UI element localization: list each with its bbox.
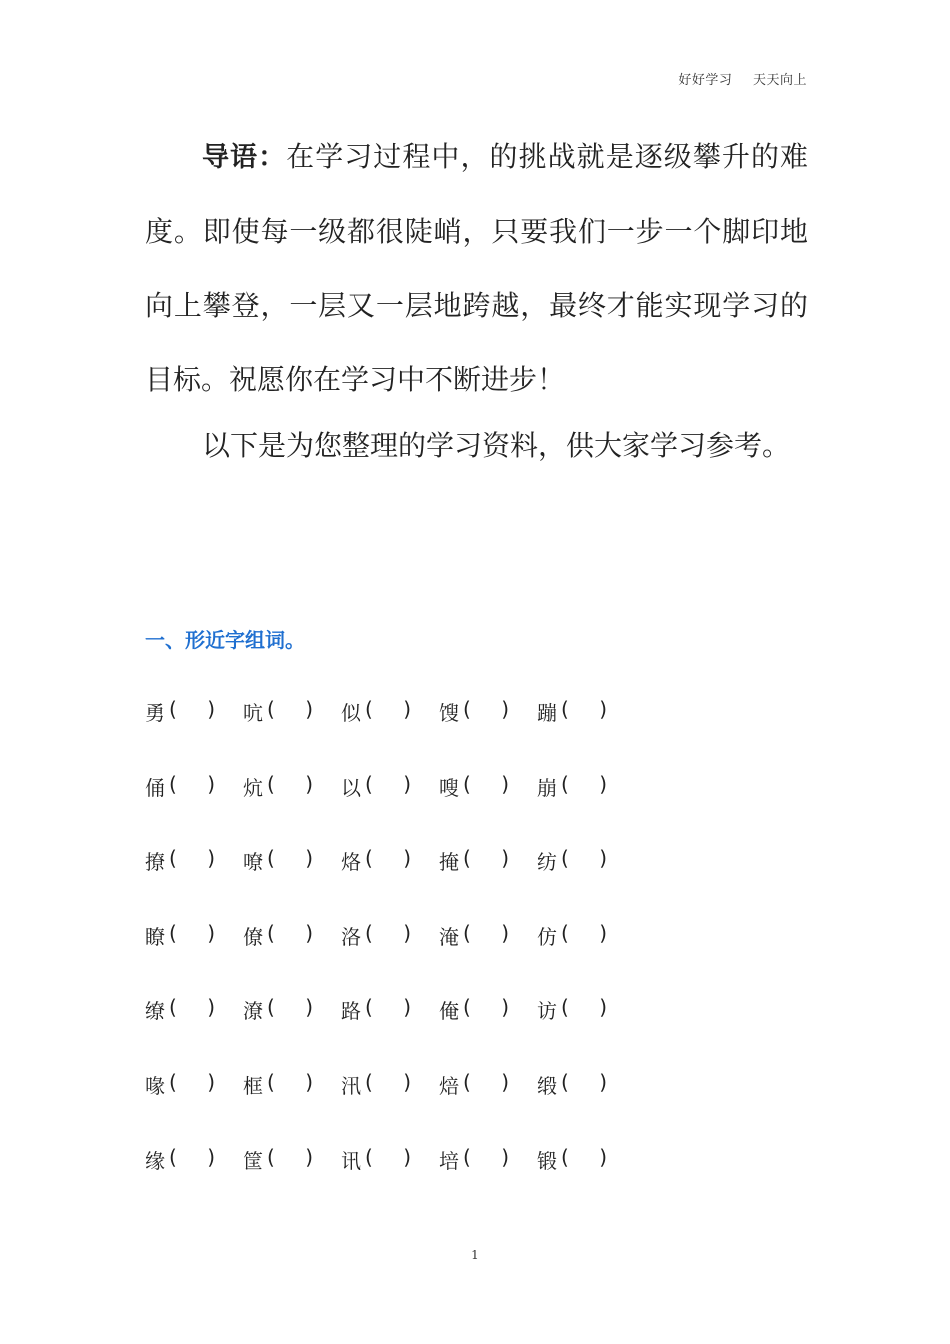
- character: 以: [341, 775, 361, 800]
- word-cell: [439, 1070, 537, 1145]
- answer-blank[interactable]: ( ): [561, 995, 607, 1020]
- answer-blank[interactable]: ( ): [365, 995, 411, 1020]
- word-cell: [439, 846, 537, 921]
- page-number: 1: [471, 1248, 479, 1262]
- grid-row: [145, 995, 635, 1070]
- header-left-text: 好好学习: [678, 73, 733, 88]
- character: 勇: [145, 701, 165, 725]
- answer-blank[interactable]: ( ): [463, 1144, 509, 1169]
- answer-blank[interactable]: ( ): [561, 846, 607, 871]
- word-cell: [537, 1145, 635, 1220]
- character: 僚: [243, 924, 263, 949]
- word-cell: [537, 772, 635, 847]
- answer-blank[interactable]: ( ): [365, 1144, 411, 1169]
- answer-blank[interactable]: ( ): [463, 771, 509, 796]
- grid-row: [145, 921, 635, 996]
- character: 馊: [439, 701, 459, 725]
- grid-row: [145, 772, 635, 847]
- character: 仿: [537, 924, 557, 949]
- word-cell: [145, 921, 243, 996]
- character: 蹦: [537, 701, 557, 725]
- character: 嘹: [243, 850, 263, 875]
- word-cell: [439, 772, 537, 847]
- answer-blank[interactable]: ( ): [561, 1144, 607, 1169]
- word-cell: [341, 846, 439, 921]
- word-cell: [439, 1145, 537, 1220]
- header-right-text: 天天向上: [752, 73, 807, 88]
- character: 缎: [537, 1073, 557, 1098]
- grid-row: [145, 846, 635, 921]
- answer-blank[interactable]: ( ): [267, 1069, 313, 1094]
- word-cell: [537, 921, 635, 996]
- character: 似: [341, 701, 361, 725]
- word-cell: [537, 1070, 635, 1145]
- word-cell: [243, 921, 341, 996]
- word-cell: [341, 921, 439, 996]
- word-cell: [145, 1070, 243, 1145]
- intro-paragraph-1-text: 在学习过程中，的挑战就是逐级攀升的难度。即使每一级都很陡峭，只要我们一步一个脚印地向上攀登，一层又一层地跨越，最终才能实现学习的目标。祝愿你在学习中不断进步！: [145, 140, 808, 396]
- answer-blank[interactable]: ( ): [169, 920, 215, 945]
- page-header: [678, 69, 807, 88]
- intro-section: [145, 120, 808, 483]
- answer-blank[interactable]: ( ): [169, 771, 215, 796]
- character: 汛: [341, 1073, 361, 1098]
- character: 掩: [439, 850, 459, 875]
- intro-lead: 导语：: [202, 142, 287, 173]
- answer-blank[interactable]: ( ): [365, 846, 411, 871]
- word-cell: [439, 995, 537, 1070]
- word-cell: [341, 1070, 439, 1145]
- answer-blank[interactable]: ( ): [561, 771, 607, 796]
- answer-blank[interactable]: ( ): [463, 995, 509, 1020]
- answer-blank[interactable]: ( ): [267, 771, 313, 796]
- answer-blank[interactable]: ( ): [365, 1069, 411, 1094]
- answer-blank[interactable]: ( ): [169, 697, 215, 721]
- grid-row: [145, 1145, 635, 1220]
- answer-blank[interactable]: ( ): [169, 995, 215, 1020]
- word-cell: [537, 697, 635, 772]
- character: 焙: [439, 1073, 459, 1098]
- word-cell: [537, 995, 635, 1070]
- word-cell: [341, 1145, 439, 1220]
- grid-row: [145, 1070, 635, 1145]
- character: 炕: [243, 775, 263, 800]
- character: 俺: [439, 999, 459, 1024]
- answer-blank[interactable]: ( ): [169, 846, 215, 871]
- intro-paragraph-2: 以下是为您整理的学习资料，供大家学习参考。: [202, 429, 791, 462]
- character: 烙: [341, 850, 361, 875]
- word-cell: [243, 995, 341, 1070]
- character: 洛: [341, 924, 361, 949]
- word-grid: [145, 697, 635, 1219]
- character: 纺: [537, 850, 557, 875]
- answer-blank[interactable]: ( ): [463, 920, 509, 945]
- word-cell: [439, 697, 537, 772]
- character: 框: [243, 1073, 263, 1098]
- answer-blank[interactable]: ( ): [463, 1069, 509, 1094]
- word-cell: [145, 846, 243, 921]
- character: 锻: [537, 1148, 557, 1173]
- word-cell: [145, 995, 243, 1070]
- character: 嗖: [439, 775, 459, 800]
- grid-row: [145, 697, 635, 772]
- answer-blank[interactable]: ( ): [463, 846, 509, 871]
- section-title: 一、形近字组词。: [145, 628, 305, 652]
- word-cell: [145, 772, 243, 847]
- answer-blank[interactable]: ( ): [267, 697, 313, 721]
- character: 喙: [145, 1073, 165, 1098]
- answer-blank[interactable]: ( ): [365, 920, 411, 945]
- answer-blank[interactable]: ( ): [463, 697, 509, 721]
- word-cell: [439, 921, 537, 996]
- word-cell: [341, 772, 439, 847]
- answer-blank[interactable]: ( ): [169, 1069, 215, 1094]
- answer-blank[interactable]: ( ): [267, 995, 313, 1020]
- intro-paragraph-1: [145, 120, 808, 417]
- word-cell: [145, 697, 243, 772]
- character: 撩: [145, 850, 165, 875]
- word-cell: [243, 1070, 341, 1145]
- character: 访: [537, 999, 557, 1024]
- character: 潦: [243, 999, 263, 1024]
- answer-blank[interactable]: ( ): [267, 920, 313, 945]
- answer-blank[interactable]: ( ): [267, 846, 313, 871]
- answer-blank[interactable]: ( ): [561, 1069, 607, 1094]
- character: 缘: [145, 1148, 165, 1173]
- character: 培: [439, 1148, 459, 1173]
- word-cell: [341, 697, 439, 772]
- answer-blank[interactable]: ( ): [561, 697, 607, 721]
- character: 缭: [145, 999, 165, 1024]
- character: 路: [341, 999, 361, 1024]
- word-cell: [537, 846, 635, 921]
- character: 淹: [439, 924, 459, 949]
- word-cell: [145, 1145, 243, 1220]
- word-cell: [243, 697, 341, 772]
- word-cell: [243, 1145, 341, 1220]
- answer-blank[interactable]: ( ): [365, 771, 411, 796]
- word-cell: [243, 846, 341, 921]
- word-cell: [243, 772, 341, 847]
- character: 崩: [537, 775, 557, 800]
- answer-blank[interactable]: ( ): [561, 920, 607, 945]
- character: 瞭: [145, 924, 165, 949]
- character: 俑: [145, 775, 165, 800]
- answer-blank[interactable]: ( ): [365, 697, 411, 721]
- character: 筐: [243, 1148, 263, 1173]
- answer-blank[interactable]: ( ): [267, 1144, 313, 1169]
- answer-blank[interactable]: ( ): [169, 1144, 215, 1169]
- character: 讯: [341, 1148, 361, 1173]
- character: 吭: [243, 701, 263, 725]
- word-cell: [341, 995, 439, 1070]
